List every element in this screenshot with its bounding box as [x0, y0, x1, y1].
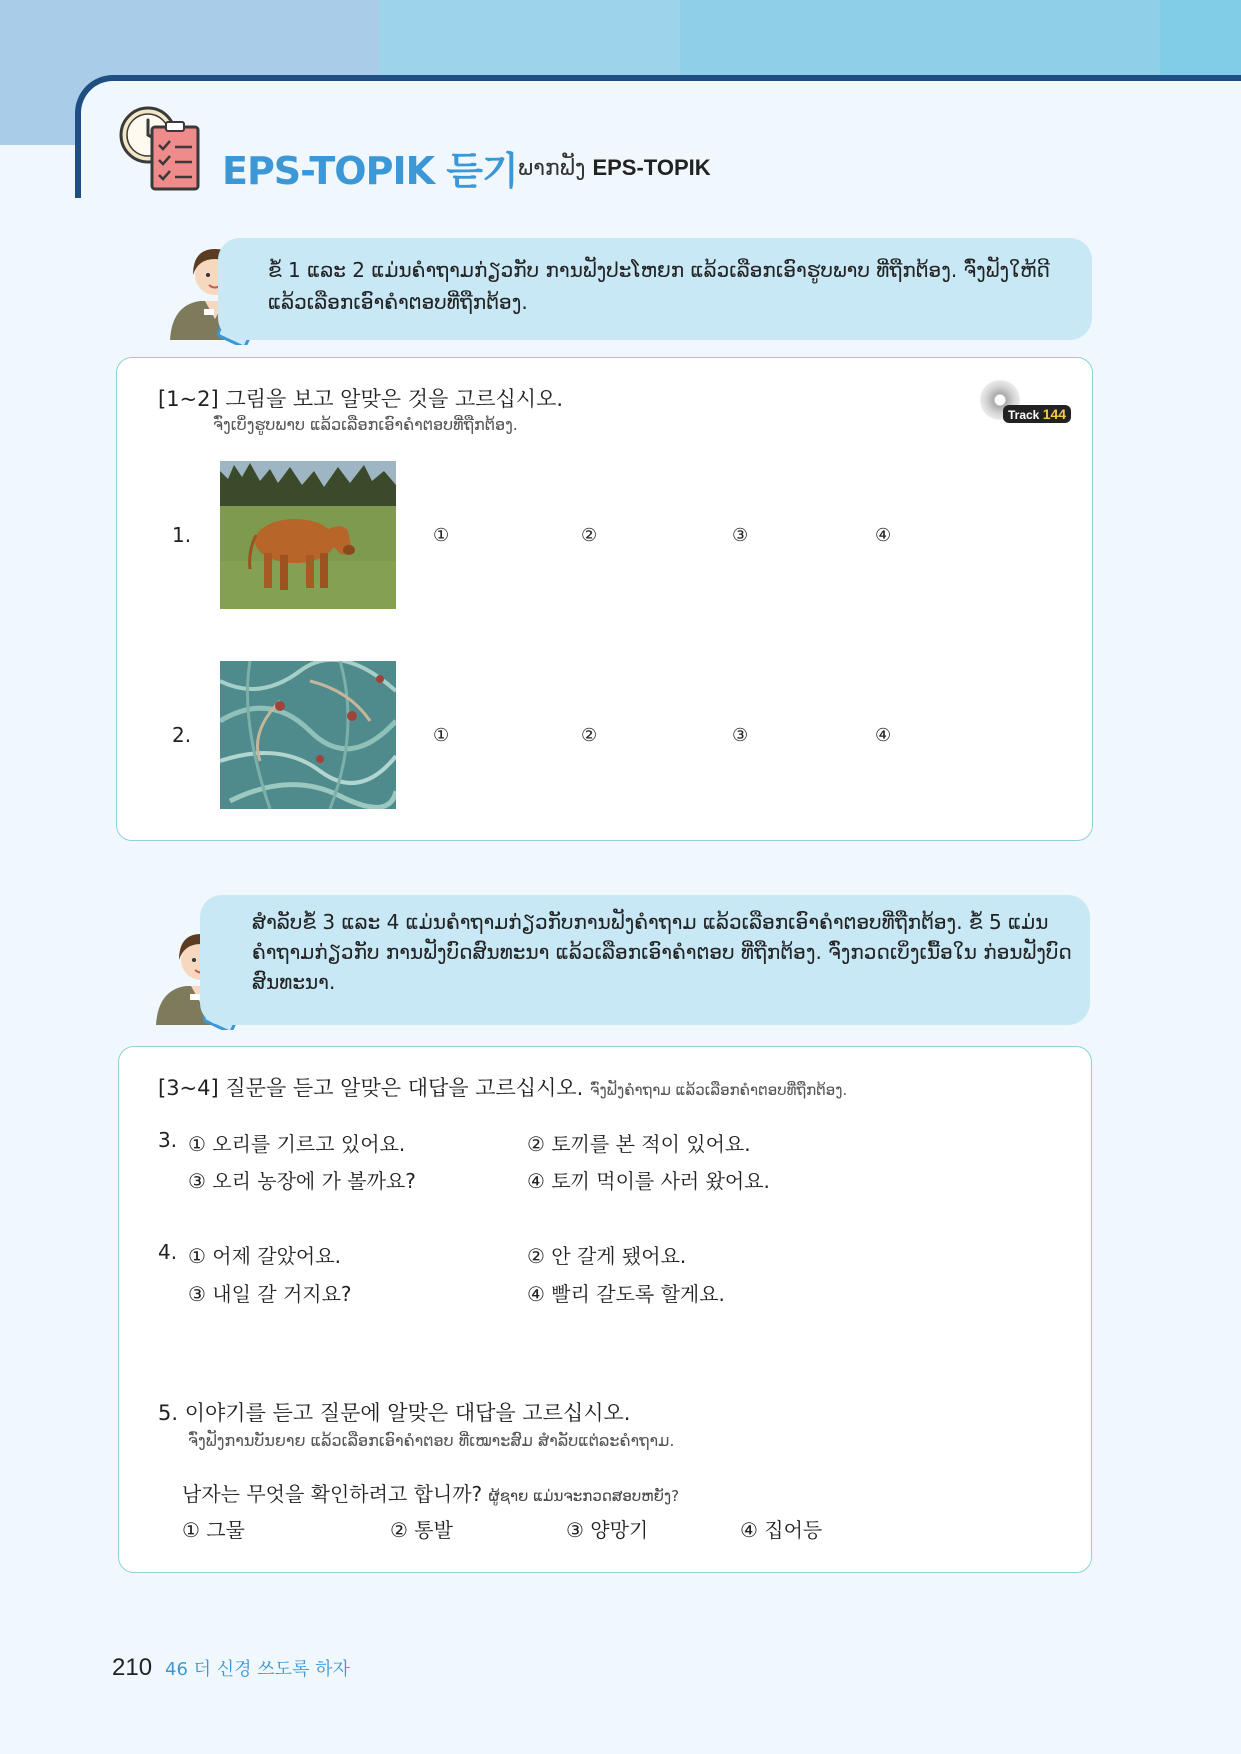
section1-heading: [1~2] 그림을 보고 알맞은 것을 고르십시오. [158, 387, 564, 411]
subtitle-lao: ພາກຟັງ [518, 156, 586, 181]
cow-image [220, 461, 396, 609]
section2-heading: [3~4] 질문을 듣고 알맞은 대답을 고르십시오. ຈົ່ງຟັງຄຳຖາມ ແລ້ວເລືອກຄຳຕອບທີ່ຖືກຕ້ອງ. [158, 1076, 848, 1100]
question-number: 2. [172, 723, 192, 747]
question5-prompt-lao: ຜູ້ຊາຍ ແມ່ນຈະກວດສອບຫຍັງ? [488, 1487, 680, 1505]
answer-option[interactable]: ① 어제 갈았어요. [188, 1244, 341, 1268]
question5-heading-lao: ຈົ່ງຟັງການບັນຍາຍ ແລ້ວເລືອກເອົາຄຳຕອບ ທີ່ເໝາະສົມ ສຳລັບແຕ່ລະຄຳຖາມ. [188, 1431, 675, 1450]
answer-option[interactable]: ② 토끼를 본 적이 있어요. [527, 1132, 751, 1156]
question5-prompt: 남자는 무엇을 확인하려고 합니까? ຜູ້ຊາຍ ແມ່ນຈະກວດສອບຫຍັງ? [182, 1482, 680, 1506]
instruction-text-2: ສຳລັບຂໍ້ 3 ແລະ 4 ແມ່ນຄຳຖາມກ່ຽວກັບການຟັງຄຳຖາມ ແລ້ວເລືອກເອົາຄຳຕອບທີ່ຖືກຕ້ອງ. ຂໍ້ 5 ແມ່ນຄຳຖາມກ່ຽວກັບ ການຟັງບົດສົນທະນາ ແລ້ວເລືອກເອົາຄຳຕອບ ທີ່ຖືກຕ້ອງ. ຈົ່ງກວດເບິ່ງເນື້ອໃນ ກ່ອນຟັງບົດສົນທະນາ. [252, 910, 1072, 994]
answer-option[interactable]: ③ 양망기 [566, 1518, 649, 1542]
chapter-title: 46 더 신경 쓰도록 하자 [165, 1659, 350, 1680]
answer-option[interactable]: ① 그물 [182, 1518, 245, 1542]
question5-heading: 5. 이야기를 듣고 질문에 알맞은 대답을 고르십시오. [158, 1401, 631, 1425]
option-circle[interactable]: ① [433, 525, 450, 546]
answer-option[interactable]: ④ 집어등 [740, 1518, 823, 1542]
clock-checklist-icon [118, 105, 204, 195]
question-number: 1. [172, 523, 192, 547]
section2-heading-lao: ຈົ່ງຟັງຄຳຖາມ ແລ້ວເລືອກຄຳຕອບທີ່ຖືກຕ້ອງ. [590, 1081, 848, 1099]
page-number: 210 [112, 1654, 153, 1681]
question-number: 3. [158, 1128, 178, 1152]
answer-option[interactable]: ③ 오리 농장에 가 볼까요? [188, 1169, 416, 1193]
track-number: 144 [1042, 406, 1067, 422]
option-circle[interactable]: ② [581, 525, 598, 546]
subtitle-en: EPS-TOPIK [592, 155, 711, 180]
page-title: EPS-TOPIK 듣기 [222, 149, 518, 193]
header-band [0, 0, 1241, 80]
option-circle[interactable]: ① [433, 725, 450, 746]
answer-option[interactable]: ④ 빨리 갈도록 할게요. [527, 1282, 725, 1306]
page-subtitle [518, 155, 711, 181]
instruction-bubble-1 [218, 238, 1092, 340]
option-circle[interactable]: ③ [732, 725, 749, 746]
fishing-net-image [220, 661, 396, 809]
option-circle[interactable]: ③ [732, 525, 749, 546]
option-circle[interactable]: ④ [875, 525, 892, 546]
section1-heading-lao: ຈົ່ງເບິ່ງຮູບພາບ ແລ້ວເລືອກເອົາຄຳຕອບທີ່ຖືກຕ້ອງ. [213, 415, 518, 434]
option-circle[interactable]: ④ [875, 725, 892, 746]
instruction-bubble-2 [200, 895, 1090, 1025]
answer-option[interactable]: ② 통발 [390, 1518, 453, 1542]
question-number: 4. [158, 1240, 178, 1264]
option-circle[interactable]: ② [581, 725, 598, 746]
answer-option[interactable]: ③ 내일 갈 거지요? [188, 1282, 352, 1306]
instruction-text-1: ຂໍ້ 1 ແລະ 2 ແມ່ນຄຳຖາມກ່ຽວກັບ ການຟັງປະໂຫຍກ ແລ້ວເລືອກເອົາຮູບພາບ ທີ່ຖືກຕ້ອງ. ຈົ່ງຟັງໃຫ້ດີ ແລ້ວເລືອກເອົາຄຳຕອບທີ່ຖືກຕ້ອງ. [268, 258, 1050, 314]
answer-option[interactable]: ④ 토끼 먹이를 사러 왔어요. [527, 1169, 770, 1193]
answer-option[interactable]: ② 안 갈게 됐어요. [527, 1244, 687, 1268]
audio-track-button[interactable] [978, 378, 1074, 428]
answer-option[interactable]: ① 오리를 기르고 있어요. [188, 1132, 406, 1156]
track-label: Track 144 [1003, 405, 1071, 423]
